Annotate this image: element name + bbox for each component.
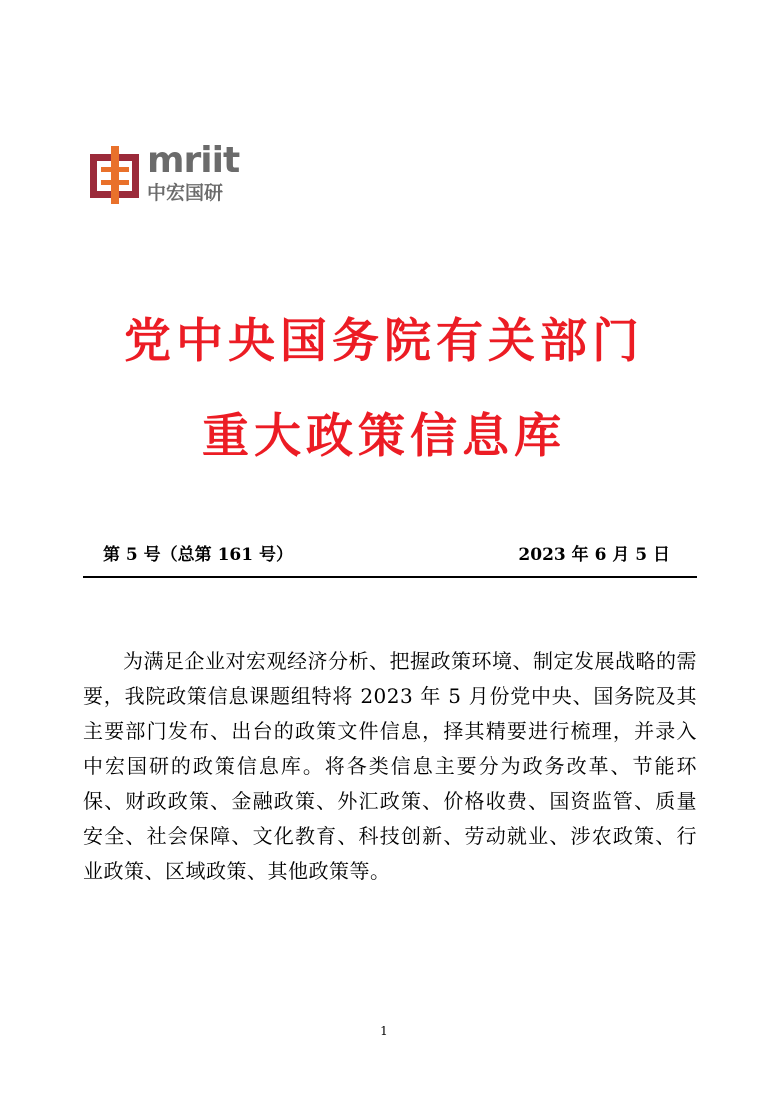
page-number: 1 [380,1024,388,1038]
intro-paragraph: 为满足企业对宏观经济分析、把握政策环境、制定发展战略的需要，我院政策信息课题组特将 2023 年 5 月份党中央、国务院及其主要部门发布、出台的政策文件信息，择其精要进行梳理，并录入中宏国研的政策信息库。将各类信息主要分为政务改革、节能环保、财政政策、金融政策、外汇政策、价格收费、国资监管、质量安全、社会保障、文化教育、科技创新、劳动就业、涉农政策、行业政策、区域政策、其他政策等。 [83,649,697,883]
logo-brand-cn: 中宏国研 [147,182,224,204]
document-title-line1: 党中央国务院有关部门 [124,314,644,369]
document-title-line2: 重大政策信息库 [202,409,566,464]
issue-number: 第 5 号（总第 161 号） [103,545,293,565]
mriit-logo-icon [89,146,141,204]
issue-date: 2023 年 6 月 5 日 [518,545,670,565]
header-divider [83,576,697,578]
logo [89,140,249,206]
logo-brand-en: mriit [147,140,240,181]
